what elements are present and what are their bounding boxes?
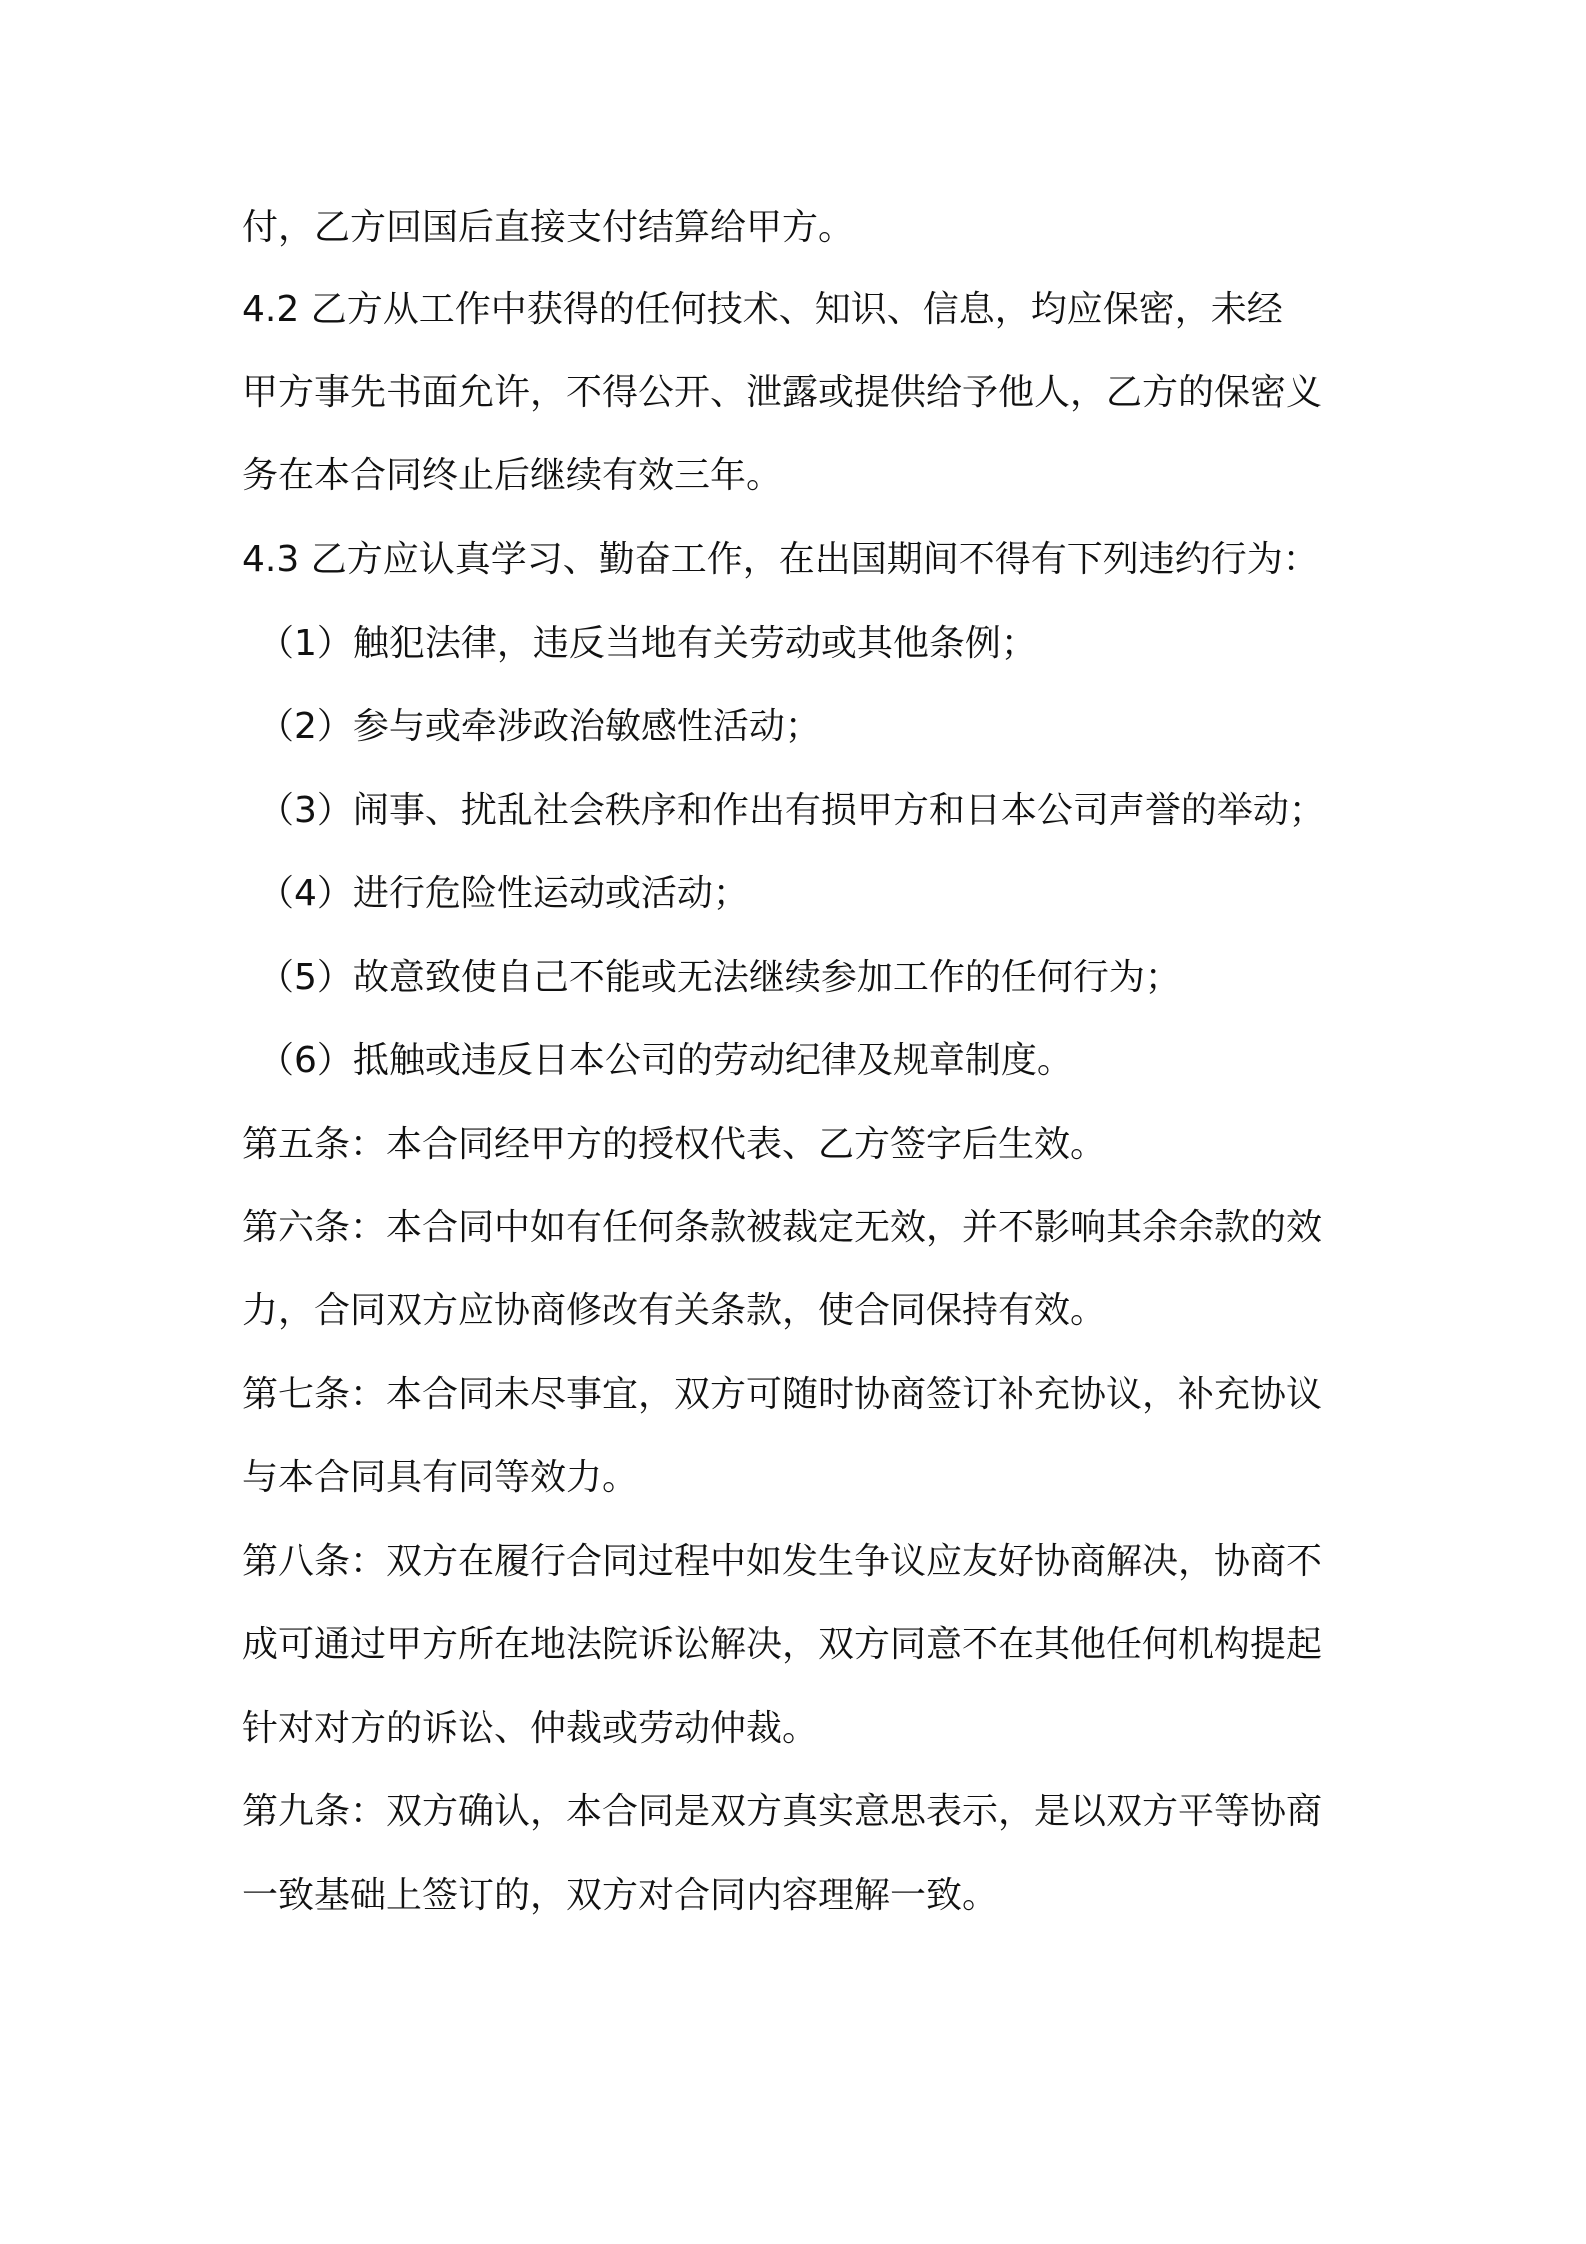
- text-line: 一致基础上签订的，双方对合同内容理解一致。: [242, 1875, 999, 1916]
- text-line: 第五条：本合同经甲方的授权代表、乙方签字后生效。: [242, 1124, 1107, 1165]
- list-item: （5）故意致使自己不能或无法继续参加工作的任何行为；: [258, 957, 1181, 998]
- text-line: 第六条：本合同中如有任何条款被裁定无效，并不影响其余余款的效: [242, 1207, 1323, 1248]
- list-item: （3）闹事、扰乱社会秩序和作出有损甲方和日本公司声誉的举动；: [258, 790, 1325, 831]
- text-line: 甲方事先书面允许，不得公开、泄露或提供给予他人，乙方的保密义: [242, 372, 1323, 413]
- list-item: （4）进行危险性运动或活动；: [258, 873, 749, 914]
- list-item: （6）抵触或违反日本公司的劳动纪律及规章制度。: [258, 1040, 1073, 1081]
- text-line: 成可通过甲方所在地法院诉讼解决，双方同意不在其他任何机构提起: [242, 1624, 1323, 1665]
- text-line: 力，合同双方应协商修改有关条款，使合同保持有效。: [242, 1290, 1107, 1331]
- text-line: 4.2 乙方从工作中获得的任何技术、知识、信息，均应保密，未经: [242, 289, 1283, 330]
- text-line: 第八条：双方在履行合同过程中如发生争议应友好协商解决，协商不: [242, 1541, 1323, 1582]
- list-item: （2）参与或牵涉政治敏感性活动；: [258, 706, 821, 747]
- text-line: 针对对方的诉讼、仲裁或劳动仲裁。: [242, 1708, 819, 1749]
- text-line: 与本合同具有同等效力。: [242, 1457, 639, 1498]
- text-line: 4.3 乙方应认真学习、勤奋工作，在出国期间不得有下列违约行为：: [242, 539, 1319, 580]
- text-line: 付，乙方回国后直接支付结算给甲方。: [242, 207, 855, 248]
- text-line: 第九条：双方确认，本合同是双方真实意思表示，是以双方平等协商: [242, 1791, 1323, 1832]
- text-line: 第七条：本合同未尽事宜，双方可随时协商签订补充协议，补充协议: [242, 1374, 1323, 1415]
- text-line: 务在本合同终止后继续有效三年。: [242, 455, 783, 496]
- list-item: （1）触犯法律，违反当地有关劳动或其他条例；: [258, 623, 1037, 664]
